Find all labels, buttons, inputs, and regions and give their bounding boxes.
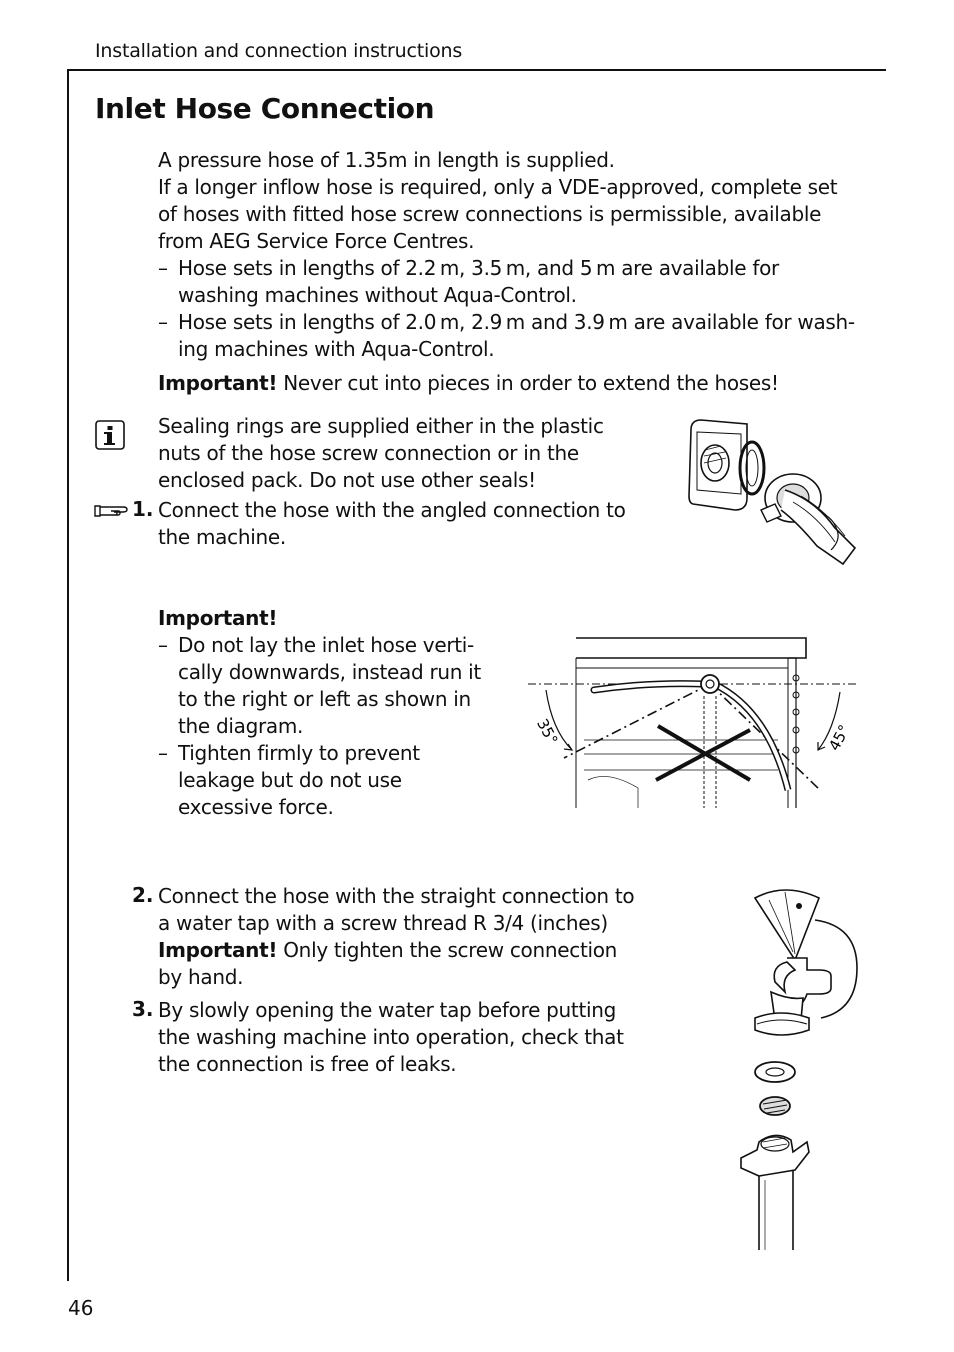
step-1-text: Connect the hose with the angled connection to the machine.: [158, 498, 626, 549]
info-icon: [95, 420, 125, 450]
important-label: Important!: [158, 371, 278, 395]
angle-label-right: 45°: [825, 721, 854, 754]
intro-line-2: If a longer inflow hose is required, only a VDE-approved, complete set of hoses with fitted hose screw connections is permissible, available from AEG Service Force Centres.: [158, 175, 838, 253]
hand-pointer-icon: [93, 500, 131, 520]
important-bullet-2: – Tighten firmly to prevent leakage but do not use excessive force.: [158, 740, 488, 821]
step-2-important-label: Important!: [158, 938, 278, 962]
page-number: 46: [68, 1296, 94, 1320]
intro-bullet-2: – Hose sets in lengths of 2.0 m, 2.9 m and 3.9 m are available for wash- ing machines with Aqua-Control.: [158, 309, 858, 363]
important-bullet-1: – Do not lay the inlet hose verti- cally downwards, instead run it to the right or left as shown in the diagram.: [158, 632, 488, 740]
angle-label-left: 35°: [533, 715, 562, 748]
step-2-number: 2.: [132, 883, 154, 907]
margin-rule: [67, 69, 69, 1281]
step-2-important: [158, 937, 638, 991]
intro-line-1: A pressure hose of 1.35m in length is supplied.: [158, 148, 615, 172]
intro-important: [158, 370, 858, 397]
intro-section: [158, 147, 858, 397]
running-header: Installation and connection instructions: [95, 40, 463, 62]
step-3-number: 3.: [132, 997, 154, 1021]
header-rule: [68, 69, 886, 71]
hose-connection-illustration: [685, 418, 865, 566]
page-title: Inlet Hose Connection: [95, 92, 435, 125]
intro-bullet-1: – Hose sets in lengths of 2.2 m, 3.5 m, and 5 m are available for washing machines without Aqua-Control.: [158, 255, 858, 309]
step-1-number: 1.: [132, 497, 154, 521]
important-section: [158, 605, 488, 821]
important-heading: Important!: [158, 606, 278, 630]
important-text: Never cut into pieces in order to extend the hoses!: [277, 371, 779, 395]
step-2-section: [158, 883, 638, 991]
step-3-text: By slowly opening the water tap before putting the washing machine into operation, check that the connection is free of leaks.: [158, 998, 624, 1076]
hose-routing-diagram: [528, 630, 858, 810]
step-2-important-text: Only tighten the screw connection by hand.: [158, 938, 618, 989]
step-2-text: Connect the hose with the straight connection to a water tap with a screw thread R 3/4 (inches): [158, 884, 635, 935]
water-tap-illustration: [735, 880, 865, 1252]
info-note: Sealing rings are supplied either in the plastic nuts of the hose screw connection or in the enclosed pack. Do not use other seals!: [158, 414, 604, 492]
